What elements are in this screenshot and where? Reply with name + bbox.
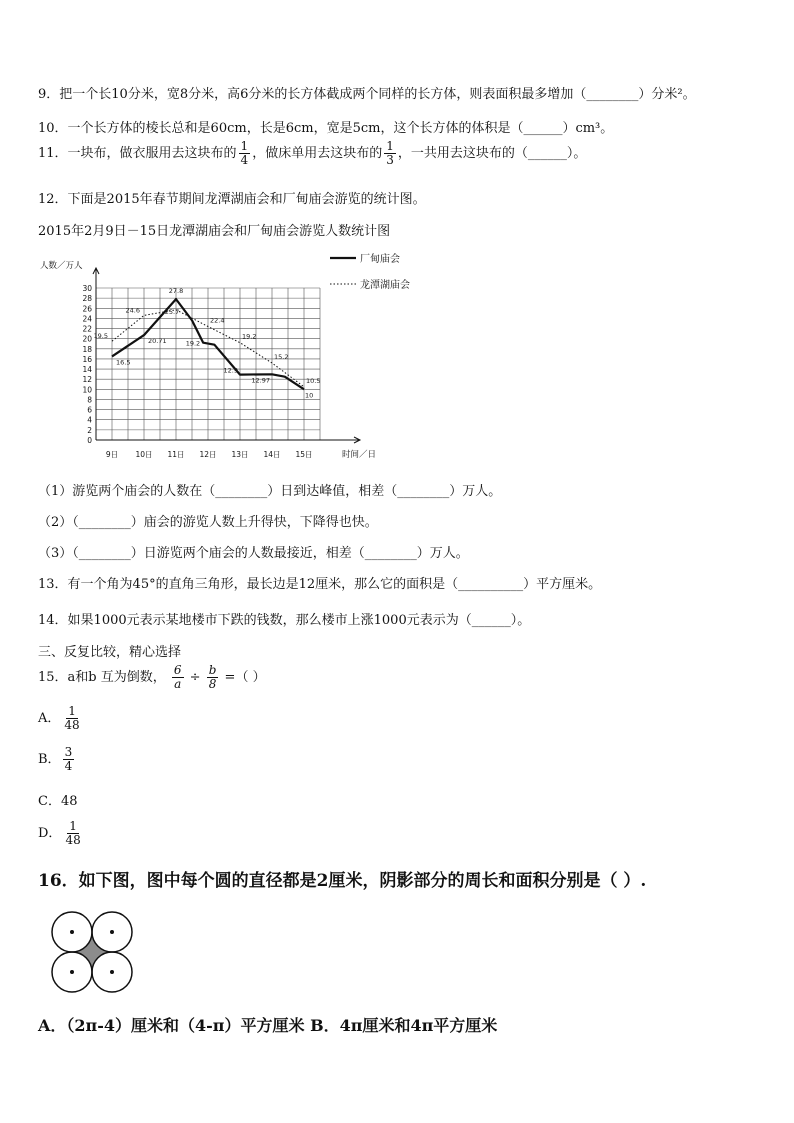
four-circles-figure: [50, 910, 134, 994]
center-dot: [70, 970, 74, 974]
question-16-options: A．（2π-4）厘米和（4-π）平方厘米 B．4π厘米和4π平方厘米: [38, 1016, 498, 1035]
option-a-fraction: $\frac{1}{48}$: [64, 704, 80, 732]
fraction-one-third: $\frac{1}{3}$: [386, 139, 394, 167]
divide-sign: ÷: [189, 670, 201, 685]
legend-label-changdian: 厂甸庙会: [360, 254, 400, 265]
shaded-region: [72, 932, 112, 972]
q15-equals: =（ ）: [224, 670, 266, 685]
x-tick-label: 14日: [263, 450, 281, 459]
y-tick-label: 4: [87, 415, 92, 425]
x-tick-label: 10日: [135, 450, 153, 459]
data-label: 19.2: [242, 332, 257, 341]
y-tick-label: 6: [87, 405, 92, 415]
data-label: 10: [305, 391, 314, 400]
q15-text: 15．a和b 互为倒数，: [38, 670, 166, 685]
y-tick-label: 22: [82, 324, 92, 334]
y-tick-label: 18: [82, 344, 92, 354]
data-label: 25.7: [164, 307, 180, 316]
q15-option-b: B． $\frac{3}{4}$: [38, 745, 73, 773]
x-tick-label: 12日: [199, 450, 217, 459]
x-tick-label: 11日: [167, 450, 185, 459]
y-tick-label: 16: [82, 354, 92, 364]
question-9: 9．把一个长10分米，宽8分米，高6分米的长方体截成两个同样的长方体，则表面积最多增加（________）分米²。: [38, 87, 696, 102]
data-label: 20.71: [148, 337, 167, 346]
data-label: 12.9: [223, 366, 238, 375]
question-12: 12．下面是2015年春节期间龙潭湖庙会和厂甸庙会游览的统计图。: [38, 192, 426, 207]
option-b-fraction: $\frac{3}{4}$: [64, 745, 73, 773]
y-tick-label: 26: [82, 304, 92, 314]
data-label: 16.5: [116, 358, 131, 367]
center-dot: [110, 930, 114, 934]
data-label: 19.5: [93, 332, 108, 341]
data-label: 22.4: [210, 316, 225, 325]
y-tick-label: 24: [82, 314, 92, 324]
q15-option-a: A． $\frac{1}{48}$: [38, 704, 80, 732]
y-tick-label: 2: [87, 425, 92, 435]
x-tick-label: 15日: [295, 450, 313, 459]
y-tick-label: 14: [82, 365, 92, 375]
x-tick-label: 9日: [105, 450, 119, 459]
y-tick-label: 10: [82, 385, 92, 395]
center-dot: [70, 930, 74, 934]
q11-text-3: ，一共用去这块布的（______）。: [397, 146, 587, 161]
data-label: 12.97: [251, 376, 270, 385]
x-axis-label: 时间／日: [342, 450, 377, 460]
question-14: 14．如果1000元表示某地楼市下跌的钱数，那么楼市上涨1000元表示为（______）。: [38, 613, 531, 628]
section-3-heading: 三、反复比较，精心选择: [38, 645, 182, 660]
y-tick-label: 0: [87, 436, 92, 445]
y-tick-label: 12: [82, 375, 92, 385]
center-dot: [110, 970, 114, 974]
y-tick-label: 28: [82, 294, 92, 304]
q11-text-2: ，做床单用去这块布的: [252, 146, 383, 161]
y-tick-label: 20: [82, 334, 92, 344]
data-label: 19.2: [185, 339, 201, 348]
chart-legend: [330, 252, 410, 291]
question-16: 16．如下图，图中每个圆的直径都是2厘米，阴影部分的周长和面积分别是（ ）.: [38, 871, 647, 891]
data-label: 24.6: [125, 306, 140, 315]
data-label: 10.5: [306, 376, 321, 385]
question-12-sub-2: （2）（________）庙会的游览人数上升得快，下降得也快。: [38, 515, 378, 530]
x-tick-label: 13日: [231, 450, 249, 459]
question-12-sub-1: （1）游览两个庙会的人数在（________）日到达峰值，相差（________）万人。: [38, 484, 502, 499]
line-chart: [38, 250, 438, 465]
option-d-fraction: $\frac{1}{48}$: [65, 819, 81, 847]
question-10: 10．一个长方体的棱长总和是60cm，长是6cm，宽是5cm，这个长方体的体积是（______）cm³。: [38, 121, 614, 136]
y-tick-label: 8: [87, 395, 92, 405]
question-15: [38, 664, 266, 691]
q15-option-d: D． $\frac{1}{48}$: [38, 819, 81, 847]
fraction-b-over-8: $\frac{b}{8}$: [208, 663, 217, 691]
y-tick-label: 30: [82, 284, 92, 293]
data-label: 27.8: [168, 287, 184, 296]
fraction-6-over-a: $\frac{6}{a}$: [173, 663, 182, 691]
y-axis-label: 人数／万人: [40, 261, 83, 271]
data-label: 15.2: [274, 352, 289, 361]
fraction-one-quarter: $\frac{1}{4}$: [240, 139, 249, 167]
q15-option-c: C．48: [38, 794, 78, 809]
chart-caption: 2015年2月9日－15日龙潭湖庙会和厂甸庙会游览人数统计图: [38, 224, 391, 239]
question-12-sub-3: （3）（________）日游览两个庙会的人数最接近，相差（________）万人。: [38, 546, 469, 561]
legend-label-longtanhu: 龙潭湖庙会: [360, 280, 410, 291]
q11-text-1: 11．一块布，做衣服用去这块布的: [38, 146, 237, 161]
question-11: [38, 140, 586, 167]
question-13: 13．有一个角为45°的直角三角形，最长边是12厘米，那么它的面积是（__________）平方厘米。: [38, 577, 602, 592]
